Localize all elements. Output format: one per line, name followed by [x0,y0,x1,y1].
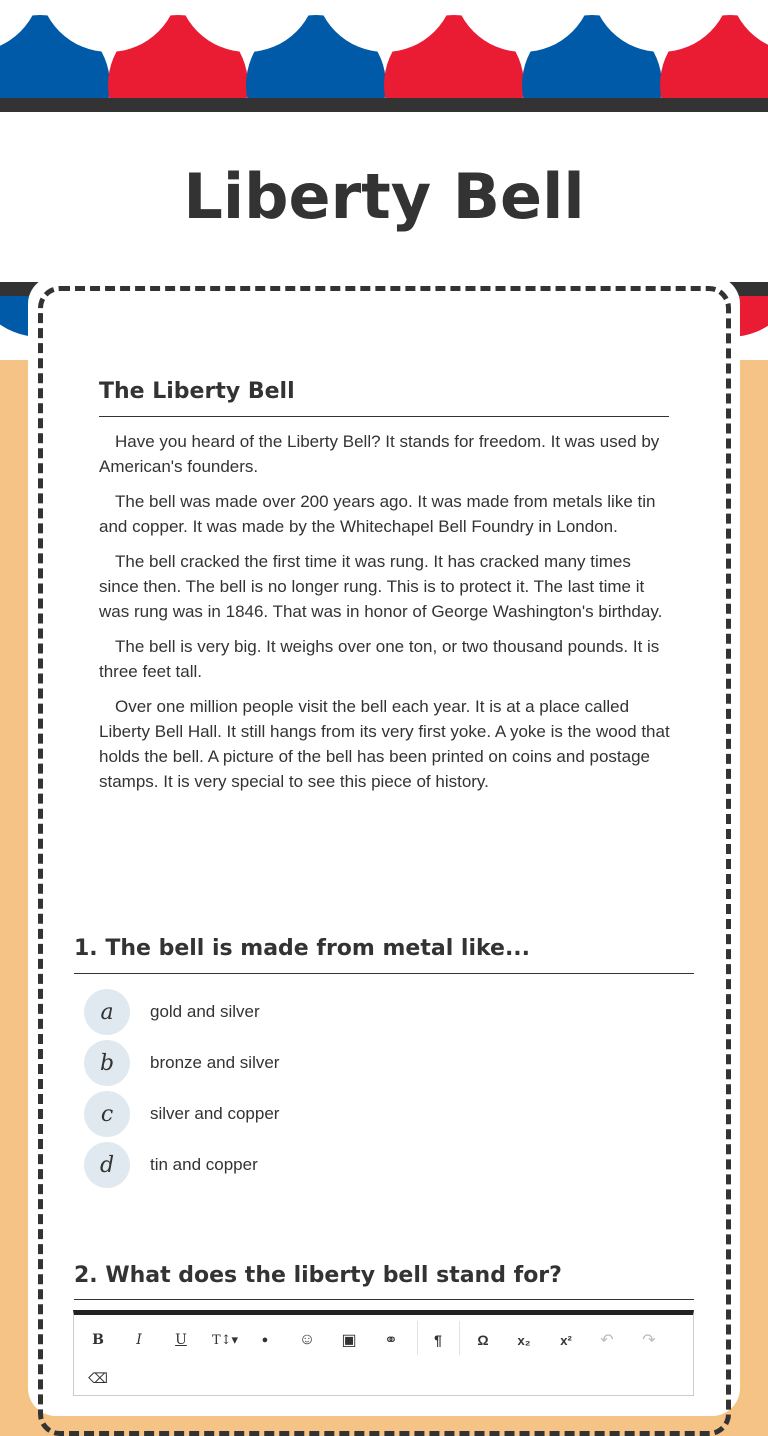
link-icon[interactable]: ⚭ [384,1332,398,1349]
question-1-title: 1. The bell is made from metal like... [74,936,531,961]
top-scallop-banner [0,0,768,112]
option-text: tin and copper [150,1155,258,1174]
top-banner-stripe [0,98,768,112]
option-d[interactable] [84,1142,684,1188]
superscript-button[interactable]: x² [560,1332,572,1348]
option-letter-badge: b [84,1040,130,1086]
text-size-button[interactable]: T↕▾ [211,1332,239,1348]
subscript-button[interactable]: x₂ [517,1332,531,1348]
passage-heading: The Liberty Bell [99,379,295,404]
answer-editor[interactable] [73,1310,694,1396]
passage-divider [99,416,669,417]
paragraph-direction-icon[interactable]: ¶ [434,1332,442,1348]
eraser-icon[interactable]: ⌫ [88,1369,108,1386]
undo-icon[interactable]: ↶ [600,1332,614,1349]
emoji-icon[interactable]: ☺ [298,1331,316,1348]
question-1-divider [74,973,694,974]
passage-paragraph: Over one million people visit the bell each year. It is at a place called Liberty Bell Hall. It still hangs from its very first yoke. A yoke is the wood that holds the bell. A picture of the bell has been printed on coins and postage stamps. It is very special to see this piece of history. [99,697,670,791]
image-icon[interactable]: ▣ [341,1332,357,1349]
question-2-title: 2. What does the liberty bell stand for? [74,1263,562,1288]
option-letter-badge: c [84,1091,130,1137]
toolbar-separator [459,1321,460,1355]
option-text: bronze and silver [150,1053,280,1072]
page-title: Liberty Bell [183,160,585,233]
italic-button[interactable]: I [136,1332,142,1348]
passage-paragraph: The bell cracked the first time it was rung. It has cracked many times since then. The bell is no longer rung. This is to protect it. The last time it was rung was in 1846. That was in honor of George Washington's birthday. [99,552,663,621]
redo-icon[interactable]: ↷ [642,1332,656,1349]
passage-paragraph: Have you heard of the Liberty Bell? It stands for freedom. It was used by American's founders. [99,432,660,476]
underline-button[interactable]: U [175,1332,187,1348]
option-c[interactable] [84,1091,684,1137]
question-1-options [84,989,684,1193]
toolbar-separator [417,1321,418,1355]
option-a[interactable] [84,989,684,1035]
passage-paragraph: The bell is very big. It weighs over one ton, or two thousand pounds. It is three feet tall. [99,637,660,681]
question-2-divider [74,1299,694,1300]
passage-paragraph: The bell was made over 200 years ago. It was made from metals like tin and copper. It was made by the Whitechapel Bell Foundry in London. [99,492,656,536]
option-text: silver and copper [150,1104,280,1123]
top-scallop-graphic [0,0,768,112]
reading-passage [99,429,671,804]
color-drop-icon[interactable]: ● [261,1334,269,1346]
option-letter-badge: d [84,1142,130,1188]
option-b[interactable] [84,1040,684,1086]
option-letter-badge: a [84,989,130,1035]
special-character-icon[interactable]: Ω [477,1332,489,1348]
option-text: gold and silver [150,1002,260,1021]
bold-button[interactable]: B [92,1332,104,1348]
